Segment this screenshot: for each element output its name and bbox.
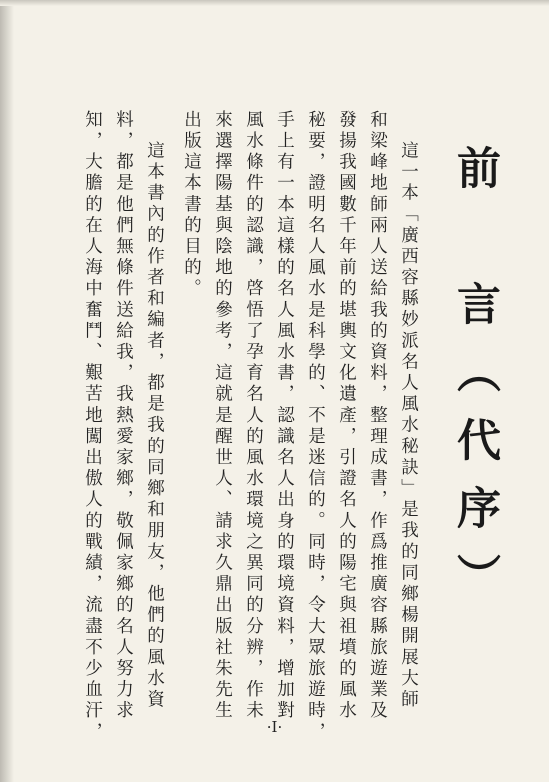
text-column-9: 這本書內的作者和編者，都是我的同鄉和朋友，他們的風水資: [144, 141, 165, 711]
text-column-10: 料，都是他們無條件送給我，我熱愛家鄉，敬佩家鄉的名人努力求: [113, 110, 134, 722]
text-column-1: 這一本「廣西容縣妙派名人風水秘訣」是我的同鄉楊開展大師: [398, 141, 419, 711]
text-column-4: 秘要，證明名人風水是科學的、不是迷信的。同時，令大眾旅遊時，: [305, 110, 326, 743]
page-title: 前 言（代序）: [449, 145, 500, 621]
text-column-2: 和梁峰地師兩人送給我的資料，整理成書，作爲推廣容縣旅遊業及: [367, 110, 388, 722]
text-column-7: 來選擇陽基與陰地的參考，這就是醒世人、請求久鼎出版社朱先生: [212, 110, 233, 722]
spine-shadow: [0, 0, 14, 782]
text-column-11: 知，大膽的在人海中奮鬥、艱苦地闖出傲人的戰績，流盡不少血汗，: [82, 110, 103, 743]
text-column-8: 出版這本書的目的。: [181, 110, 202, 300]
page-number: ·I·: [266, 718, 283, 736]
text-column-3: 發揚我國數千年前的堪輿文化遺產，引證名人的陽宅與祖墳的風水: [336, 110, 357, 722]
top-shadow: [0, 0, 549, 6]
text-column-6: 風水條件的認識，啓悟了孕育名人的風水環境之異同的分辨，作未: [243, 110, 264, 722]
text-column-5: 手上有一本這樣的名人風水書，認識名人出身的環境資料，增加對: [274, 110, 295, 722]
